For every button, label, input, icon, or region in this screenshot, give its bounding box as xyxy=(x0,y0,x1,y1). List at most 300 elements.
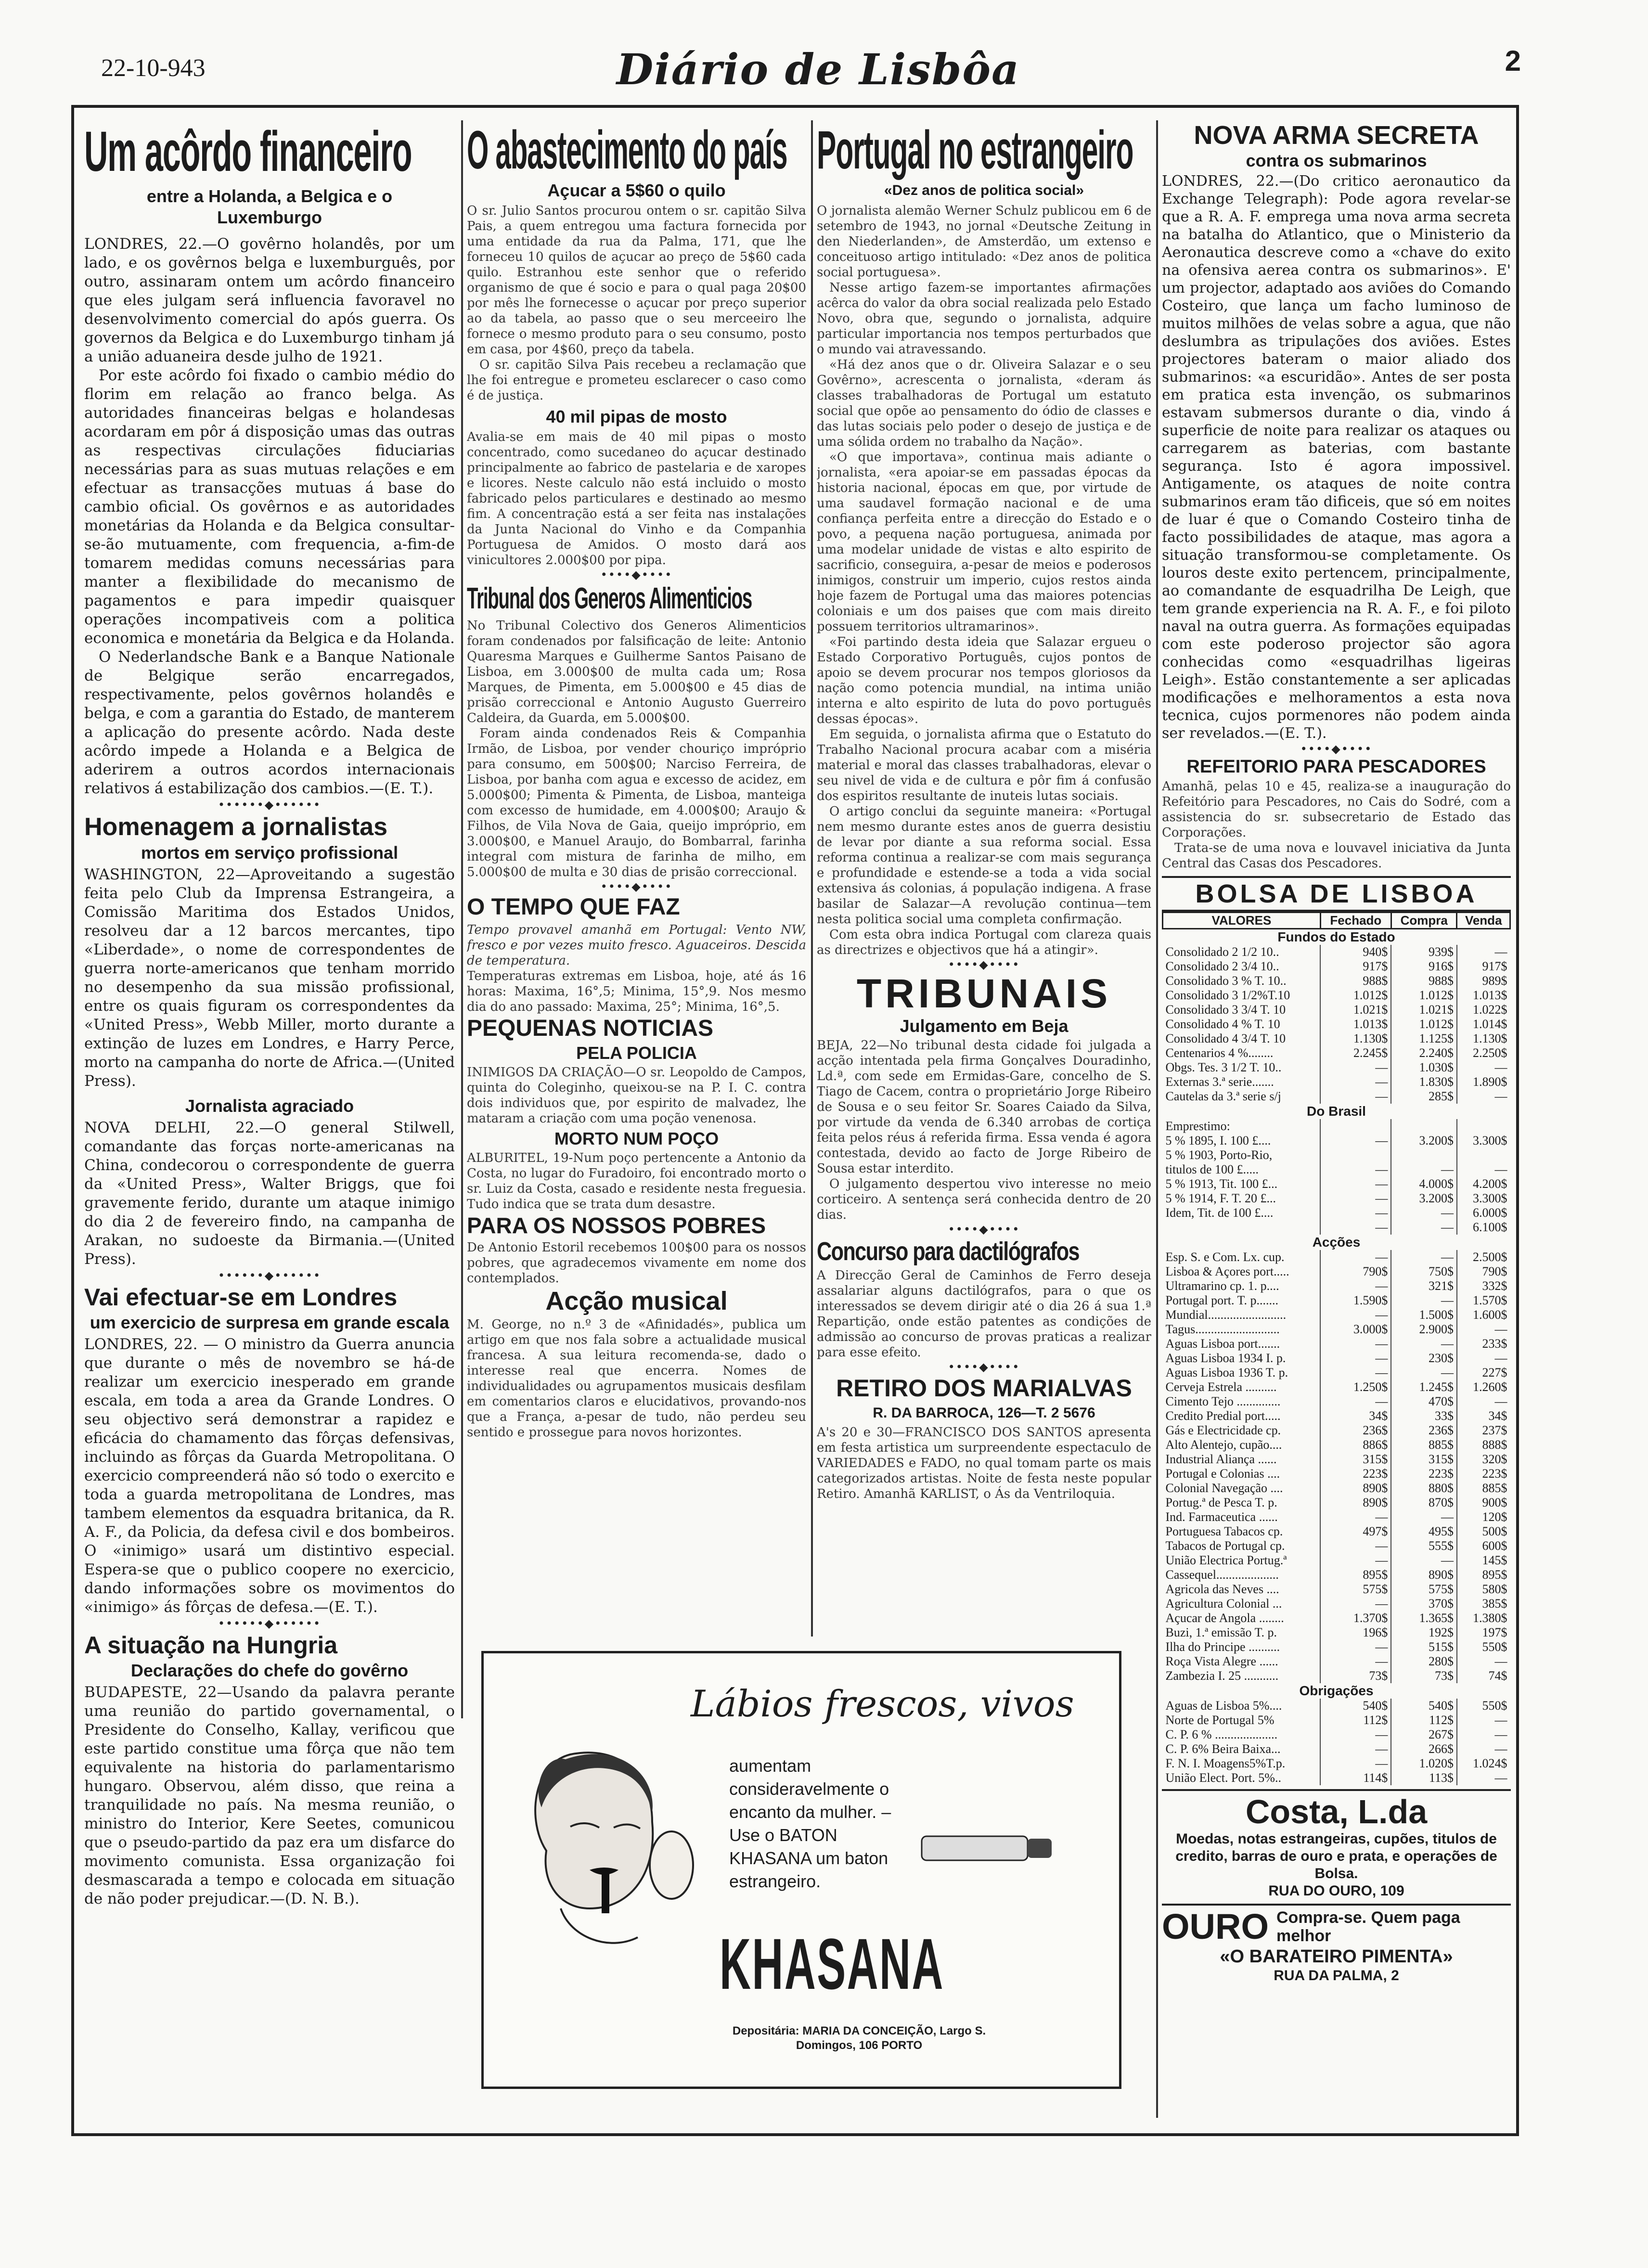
table-row xyxy=(1163,1104,1510,1119)
bolsa-price: — xyxy=(1320,1553,1391,1568)
article-text: LONDRES, 22. — O ministro da Guerra anuncia que durante o mês de novembro se há-de realizar um exercicio inesperado em grande escala, em toda a area da Grande Londres. O seu objectivo será demonstrar a rapidez e eficácia do chamamento das fôrças defensivas, incluindo as fôrças da Guarda Metropolitana. O exercicio compreenderá não só todo o exercito e toda a guarda metropolitana de Londres, mas tambem elementos da esquadra britanica, da R. A. F., da Policia, da defesa civil e dos bombeiros. O «inimigo» usará um distintivo especial. Espera-se que o publico coopere no exercicio, dando informações sobre os movimentos do «inimigo» ás fôrças de defesa.—(E. T.). xyxy=(84,1336,455,1616)
bolsa-price: 1.260$ xyxy=(1457,1380,1510,1394)
bolsa-price: 4.200$ xyxy=(1457,1177,1510,1191)
table-row xyxy=(1163,1423,1510,1438)
separator: ••••◆•••• xyxy=(600,568,673,581)
bolsa-security-name: Esp. S. e Com. Lx. cup. xyxy=(1165,1250,1285,1264)
headline: PARA OS NOSSOS POBRES xyxy=(467,1213,766,1238)
subheadline: Declarações do chefe do govêrno xyxy=(130,1661,409,1680)
bolsa-price: 227$ xyxy=(1457,1366,1510,1380)
bolsa-column-header: Fechado xyxy=(1320,913,1391,929)
bolsa-price: 2.240$ xyxy=(1391,1046,1457,1060)
bolsa-price: 580$ xyxy=(1457,1582,1510,1597)
ad-script-headline: Lábios frescos, vivos xyxy=(691,1682,1074,1725)
bolsa-price: 885$ xyxy=(1457,1481,1510,1495)
bolsa-price: 3.000$ xyxy=(1320,1322,1391,1337)
table-row xyxy=(1163,1162,1510,1177)
headline: Tribunal dos Generos Alimenticios xyxy=(467,582,752,615)
article-text: Em seguida, o jornalista afirma que o Estatuto do Trabalho Nacional procura acabar com a miséria material e moral das classes trabalhadoras, elevar o seu nivel de vida e de cultura e pôr fim á confusão dos espiritos resultante de inuteis lutas sociais. xyxy=(817,727,1151,803)
article-text: «Há dez anos que o dr. Oliveira Salazar e o seu Govêrno», acrescenta o jornalista, «deram ás classes trabalhadoras de Portugal um estatuto social que opõe ao pensamento do ódio de classes e das lutas sociais pelo poder o desejo de justiça e de uma sólida ordem no trabalho da Nação». xyxy=(817,358,1151,449)
article-text: O jornalista alemão Werner Schulz publicou em 6 de setembro de 1943, no jornal «Deutsche Zeitung in den Niederlanden», de Amsterdão, um extenso e conceituoso artigo intitulado: «Dez anos de politica social portuguesa». xyxy=(817,204,1151,280)
bolsa-security-name: Tagus........................... xyxy=(1165,1322,1280,1336)
bolsa-price: 575$ xyxy=(1320,1582,1391,1597)
bolsa-security-name: Cassequel.................... xyxy=(1165,1568,1279,1582)
bolsa-price: 315$ xyxy=(1391,1452,1457,1467)
bolsa-price: — xyxy=(1457,1322,1510,1337)
bolsa-security-name: 5 % 1914, F. T. 20 £... xyxy=(1165,1191,1276,1205)
subheadline: Jornalista agraciado xyxy=(185,1096,354,1116)
bolsa-price: — xyxy=(1391,1510,1457,1524)
ouro-address: RUA DA PALMA, 2 xyxy=(1274,1968,1399,1984)
bolsa-price: — xyxy=(1391,1293,1457,1308)
costa-title: Costa, L.da xyxy=(1245,1793,1428,1830)
headline: O abastecimento do país xyxy=(467,120,787,180)
bolsa-price: 790$ xyxy=(1320,1264,1391,1279)
bolsa-price: 988$ xyxy=(1391,974,1457,988)
table-row xyxy=(1163,1524,1510,1539)
costa-text: Moedas, notas estrangeiras, cupões, titulos de credito, barras de ouro e prata, e operações de Bolsa. xyxy=(1175,1831,1497,1881)
bolsa-price: — xyxy=(1320,1206,1391,1220)
issue-date: 22-10-943 xyxy=(101,54,206,82)
article-text: Com esta obra indica Portugal com clareza quais as directrizes e objectivos que há a atingir». xyxy=(817,928,1151,957)
bolsa-price: 989$ xyxy=(1457,974,1510,988)
lipstick-icon xyxy=(917,1827,1061,1870)
bolsa-price: — xyxy=(1457,945,1510,959)
bolsa-security-name: Ultramarino cp. 1. p.... xyxy=(1165,1279,1279,1293)
bolsa-price xyxy=(1391,1148,1457,1162)
bolsa-price: — xyxy=(1391,1162,1457,1177)
newspaper-title: Diário de Lisbôa xyxy=(616,44,1020,94)
table-row xyxy=(1163,1553,1510,1568)
bolsa-security-name: 5 % 1913, Tit. 100 £... xyxy=(1165,1177,1278,1191)
bolsa-security-name: Centenarios 4 %........ xyxy=(1165,1046,1274,1060)
bolsa-price: 321$ xyxy=(1391,1279,1457,1293)
bolsa-column-header: Venda xyxy=(1457,913,1510,929)
bolsa-price: 233$ xyxy=(1457,1337,1510,1351)
table-row xyxy=(1163,929,1510,945)
table-row xyxy=(1163,1756,1510,1771)
headline: Um acôrdo financeiro xyxy=(84,120,412,183)
weather-forecast: Tempo provavel amanhã em Portugal: Vento NW, fresco e por vezes muito fresco. Aguaceiros. Descida de temperatura. xyxy=(467,923,806,968)
ad-distributor: Depositária: MARIA DA CONCEIÇÃO, Largo S. Domingos, 106 PORTO xyxy=(732,2024,986,2052)
table-row xyxy=(1163,945,1510,959)
bolsa-price: 870$ xyxy=(1391,1495,1457,1510)
bolsa-security-name: Obrigações xyxy=(1299,1683,1374,1698)
table-row xyxy=(1163,1683,1510,1699)
bolsa-price: 497$ xyxy=(1320,1524,1391,1539)
bolsa-price: 1.012$ xyxy=(1391,1017,1457,1031)
bolsa-security-name: Acções xyxy=(1312,1235,1361,1250)
ad-brand: KHASANA xyxy=(720,1923,944,2004)
bolsa-price: — xyxy=(1457,1771,1510,1785)
table-row xyxy=(1163,1264,1510,1279)
table-row xyxy=(1163,1134,1510,1148)
bolsa-price: 1.570$ xyxy=(1457,1293,1510,1308)
article-text: De Antonio Estoril recebemos 100$00 para os nossos pobres, que agradecemos vivamente em nome dos contemplados. xyxy=(467,1240,806,1286)
article-text: BUDAPESTE, 22—Usando da palavra perante uma reunião do partido governamental, o Presidente do Conselho, Kallay, verificou que este partido constitue uma fôrça que não tem equivalente na historia do parlamentarismo hungaro. Observou, além disso, que reina a tranquilidade no país. Na mesma reunião, o ministro do Interior, Kere Seetes, comunicou que o pseudo-partido da paz era um disfarce do movimento comunista. Essa organização foi desmascarada a tempo e colocada em situação de não poder prejudicar.—(D. N. B.). xyxy=(84,1684,455,1907)
table-row xyxy=(1163,1322,1510,1337)
bolsa-security-name: Consolidado 3 1/2%T.10 xyxy=(1165,988,1290,1002)
bolsa-column-header: Compra xyxy=(1391,913,1457,929)
bolsa-price xyxy=(1457,1148,1510,1162)
ouro-big: OURO xyxy=(1162,1907,1269,1946)
bolsa-price xyxy=(1457,1119,1510,1134)
bolsa-price: 120$ xyxy=(1457,1510,1510,1524)
separator: ••••◆•••• xyxy=(600,880,673,893)
bolsa-price: 1.130$ xyxy=(1457,1031,1510,1046)
bolsa-price: — xyxy=(1320,1177,1391,1191)
bolsa-price: 197$ xyxy=(1457,1625,1510,1640)
table-row xyxy=(1163,1031,1510,1046)
bolsa-price: — xyxy=(1457,1162,1510,1177)
bolsa-price: — xyxy=(1320,1756,1391,1771)
bolsa-price: 6.000$ xyxy=(1457,1206,1510,1220)
bolsa-price: 540$ xyxy=(1320,1699,1391,1713)
table-row xyxy=(1163,1003,1510,1017)
bolsa-price: 223$ xyxy=(1320,1467,1391,1481)
bolsa-price: 113$ xyxy=(1391,1771,1457,1785)
table-row xyxy=(1163,1727,1510,1742)
article-text: O artigo conclui da seguinte maneira: «Portugal nem mesmo durante estes anos de guerra desistiu de levar por diante a sua reforma social. Essa reforma continua a realizar-se com mais segurança e profundidade e estende-se a toda a vida social extensiva ás colonias, á população indigena. A frase basilar de Salazar—A revolução continua—tem nesta politica social uma completa confirmação. xyxy=(817,804,1151,927)
separator: ••••◆•••• xyxy=(948,958,1020,971)
bolsa-price: 550$ xyxy=(1457,1640,1510,1654)
bolsa-price: 900$ xyxy=(1457,1495,1510,1510)
bolsa-price: 940$ xyxy=(1320,945,1391,959)
bolsa-price: 3.200$ xyxy=(1391,1134,1457,1148)
bolsa-price: 988$ xyxy=(1320,974,1391,988)
bolsa-price: 917$ xyxy=(1320,959,1391,974)
bolsa-price: 4.000$ xyxy=(1391,1177,1457,1191)
separator: ••••••◆•••••• xyxy=(218,1617,322,1630)
bolsa-price: 73$ xyxy=(1391,1669,1457,1683)
bolsa-price: 888$ xyxy=(1457,1438,1510,1452)
bolsa-price: — xyxy=(1320,1394,1391,1409)
table-row xyxy=(1163,1669,1510,1683)
bolsa-price: 550$ xyxy=(1457,1699,1510,1713)
bolsa-price: 1.600$ xyxy=(1457,1308,1510,1322)
article-text: NOVA DELHI, 22.—O general Stilwell, comandante das forças norte-americanas na China, condecorou o correspondente de guerra da «United Press», Walter Briggs, que foi gravemente ferido, durante um ataque inimigo do dia 2 de fevereiro findo, na campanha de Arakan, no sudoeste da Birmania.—(United Press). xyxy=(84,1119,455,1268)
table-row xyxy=(1163,1510,1510,1524)
bolsa-price: 385$ xyxy=(1457,1597,1510,1611)
headline: RETIRO DOS MARIALVAS xyxy=(836,1375,1132,1402)
table-row xyxy=(1163,1308,1510,1322)
table-row xyxy=(1163,1467,1510,1481)
stock-table xyxy=(1162,912,1511,1785)
bolsa-price: — xyxy=(1457,1351,1510,1366)
table-row xyxy=(1163,1438,1510,1452)
separator: ••••◆•••• xyxy=(948,1360,1020,1374)
table-row xyxy=(1163,1640,1510,1654)
bolsa-security-name: Credito Predial port..... xyxy=(1165,1409,1281,1423)
masthead xyxy=(72,44,1521,97)
article-text: M. George, no n.º 3 de «Afinidadés», publica um artigo em que nos fala sobre a actualidade musical francesa. A sua leitura recomenda-se, dado o interesse real que encerra. Nomes de individualidades ou agrupamentos musicais desfilam em comentarios claros e elucidativos, provando-nos que a França, a-pesar de tudo, não perdeu seu sentido e prossegue para novos horizontes. xyxy=(467,1317,806,1440)
bolsa-price: 1.380$ xyxy=(1457,1611,1510,1625)
separator: ••••••◆•••••• xyxy=(218,798,322,812)
bolsa-security-name: Gás e Electricidade cp. xyxy=(1165,1423,1281,1437)
bolsa-price: 1.245$ xyxy=(1391,1380,1457,1394)
bolsa-price: 320$ xyxy=(1457,1452,1510,1467)
bolsa-price: — xyxy=(1320,1654,1391,1669)
table-row xyxy=(1163,1148,1510,1162)
bolsa-price: — xyxy=(1320,1162,1391,1177)
bolsa-price: 886$ xyxy=(1320,1438,1391,1452)
bolsa-price: 280$ xyxy=(1391,1654,1457,1669)
table-row xyxy=(1163,1742,1510,1756)
bolsa-security-name xyxy=(1163,1220,1321,1235)
bolsa-price xyxy=(1320,1148,1391,1162)
table-row xyxy=(1163,1017,1510,1031)
table-row xyxy=(1163,1568,1510,1582)
bolsa-price: 192$ xyxy=(1391,1625,1457,1640)
column-2 xyxy=(467,120,806,1641)
bolsa-price: 600$ xyxy=(1457,1539,1510,1553)
bolsa-price: 3.300$ xyxy=(1457,1134,1510,1148)
bolsa-security-name: Agricultura Colonial ... xyxy=(1165,1597,1282,1611)
bolsa-security-name: Zambezia I. 25 ........... xyxy=(1165,1669,1279,1683)
table-row xyxy=(1163,1394,1510,1409)
bolsa-title: BOLSA DE LISBOA xyxy=(1162,876,1511,912)
bolsa-price: 114$ xyxy=(1320,1771,1391,1785)
table-row xyxy=(1163,1597,1510,1611)
bolsa-price: — xyxy=(1320,1191,1391,1206)
bolsa-security-name: Ind. Farmaceutica ...... xyxy=(1165,1510,1278,1524)
bolsa-price: 2.500$ xyxy=(1457,1250,1510,1264)
bolsa-security-name: União Electrica Portug.ª xyxy=(1165,1553,1287,1567)
bolsa-price: 370$ xyxy=(1391,1597,1457,1611)
bolsa-security-name: Consolidado 3 % T. 10.. xyxy=(1165,974,1287,988)
table-row xyxy=(1163,1337,1510,1351)
article-text: WASHINGTON, 22—Aproveitando a sugestão feita pelo Club da Imprensa Estrangeira, a Comissão Maritima dos Estados Unidos, resolveu dar a 12 barcos mercantes, tipo «Liberdade», o nome de correspondentes de guerra norte-americanos que tenham morrido no desempenho da sua missão profissional, entre os quais figuram os correspondentes da «United Press», Webb Miller, morto durante a extinção de luzes em Londres, e Harry Perce, morto na campanha do norte de Africa.—(United Press). xyxy=(84,866,455,1090)
bolsa-price: — xyxy=(1457,1089,1510,1104)
bolsa-price: — xyxy=(1320,1727,1391,1742)
subheadline: mortos em serviço profissional xyxy=(141,843,399,863)
table-row xyxy=(1163,988,1510,1003)
headline: NOVA ARMA SECRETA xyxy=(1194,121,1479,150)
bolsa-security-name: Industrial Aliança ...... xyxy=(1165,1452,1277,1466)
column-3 xyxy=(817,120,1151,1559)
table-row xyxy=(1163,1191,1510,1206)
bolsa-security-name: Emprestimo: xyxy=(1165,1119,1230,1133)
subheadline: MORTO NUM POÇO xyxy=(554,1129,719,1148)
bolsa-price: — xyxy=(1320,1220,1391,1235)
table-row xyxy=(1163,1713,1510,1727)
khasana-advertisement xyxy=(481,1651,1121,2089)
bolsa-price: 315$ xyxy=(1320,1452,1391,1467)
woman-illustration xyxy=(513,1726,715,1976)
table-row xyxy=(1163,1060,1510,1075)
bolsa-price: 1.013$ xyxy=(1457,988,1510,1003)
bolsa-price: — xyxy=(1320,1308,1391,1322)
bolsa-price: 895$ xyxy=(1320,1568,1391,1582)
bolsa-price: 74$ xyxy=(1457,1669,1510,1683)
bolsa-price: 2.900$ xyxy=(1391,1322,1457,1337)
headline: Vai efectuar-se em Londres xyxy=(84,1284,398,1311)
bolsa-price: 1.830$ xyxy=(1391,1075,1457,1089)
bolsa-price: 1.022$ xyxy=(1457,1003,1510,1017)
bolsa-security-name: 5 % 1903, Porto-Rio, xyxy=(1165,1148,1273,1162)
table-row xyxy=(1163,1293,1510,1308)
article-text: No Tribunal Colectivo dos Generos Alimenticios foram condenados por falsificação de leite: Antonio Quaresma Marques e Guilherme Santos Paisano de Lisboa, em 3.000$00 de multa cada um; Rosa Marques, de Pimenta, em 5.000$00 e 45 dias de prisão correccional e Antonio Augusto Guerreiro Caldeira, da Guarda, em 5.000$00. xyxy=(467,619,806,725)
bolsa-price: 500$ xyxy=(1457,1524,1510,1539)
bolsa-price: — xyxy=(1320,1742,1391,1756)
ouro-text: Compra-se. Quem paga melhor xyxy=(1276,1908,1460,1945)
bolsa-security-name: Norte de Portugal 5% xyxy=(1165,1713,1275,1727)
bolsa-price xyxy=(1320,1119,1391,1134)
bolsa-price: — xyxy=(1457,1742,1510,1756)
bolsa-price: — xyxy=(1320,1539,1391,1553)
table-row xyxy=(1163,1654,1510,1669)
table-row xyxy=(1163,1075,1510,1089)
bolsa-price: 1.021$ xyxy=(1320,1003,1391,1017)
bolsa-security-name: Aguas Lisboa 1934 I. p. xyxy=(1165,1351,1286,1365)
bolsa-security-name: Aguas Lisboa port....... xyxy=(1165,1337,1280,1351)
article-text: INIMIGOS DA CRIAÇÃO—O sr. Leopoldo de Campos, quinta do Coleginho, queixou-se na P. I. C. contra dois individuos que, por espirito de malvadez, lhe mataram a criação com uma poção venenosa. xyxy=(467,1065,806,1126)
bolsa-price: — xyxy=(1391,1250,1457,1264)
headline: TRIBUNAIS xyxy=(856,971,1112,1016)
table-row xyxy=(1163,1250,1510,1264)
bolsa-price: — xyxy=(1320,1134,1391,1148)
headline: O TEMPO QUE FAZ xyxy=(467,894,680,920)
article-text: O sr. capitão Silva Pais recebeu a reclamação que lhe foi entregue e prometeu esclarecer o caso como é de justiça. xyxy=(467,358,806,403)
article-text: ALBURITEL, 19-Num poço pertencente a Antonio da Costa, no lugar do Furadoiro, foi encontrado morto o sr. Luiz da Costa, casado e residente nesta freguesia. Tudo indica que se trata dum desastre. xyxy=(467,1151,806,1211)
weather-temperatures: Temperaturas extremas em Lisboa, hoje, até ás 16 horas: Maxima, 16°,5; Minima, 15°,9. Nos mesmo dia do ano passado: Maxima, 25°; Minima, 16°,5. xyxy=(467,969,806,1014)
costa-ad xyxy=(1162,1789,1511,1900)
column-rule xyxy=(811,120,813,1637)
bolsa-security-name: Açucar de Angola ........ xyxy=(1165,1611,1284,1625)
table-row xyxy=(1163,1366,1510,1380)
subheadline: R. DA BARROCA, 126—T. 2 5676 xyxy=(873,1405,1095,1421)
bolsa-price: — xyxy=(1320,1250,1391,1264)
ouro-name: «O BARATEIRO PIMENTA» xyxy=(1220,1946,1453,1967)
bolsa-price: 34$ xyxy=(1457,1409,1510,1423)
bolsa-security-name: Consolidado 3 3/4 T. 10 xyxy=(1165,1003,1286,1017)
bolsa-price: 112$ xyxy=(1320,1713,1391,1727)
article-text: A Direcção Geral de Caminhos de Ferro deseja assalariar alguns dactilógrafos, para o que os interessados se devem dirigir até o dia 26 á sua 1.ª Repartição, onde estão patentes as condições de admissão ao concurso de provas praticas a realizar para esse efeito. xyxy=(817,1268,1151,1360)
table-row xyxy=(1163,1089,1510,1104)
bolsa-security-name: Mundial......................... xyxy=(1165,1308,1287,1322)
bolsa-price: 285$ xyxy=(1391,1089,1457,1104)
bolsa-price: 495$ xyxy=(1391,1524,1457,1539)
table-row xyxy=(1163,1351,1510,1366)
bolsa-security-name: Agricola das Neves .... xyxy=(1165,1582,1279,1596)
article-text: LONDRES, 22.—O govêrno holandês, por um lado, e os govêrnos belga e luxemburguês, por outro, assinaram ontem um acôrdo financeiro que eles julgam será influencia favoravel no desenvolvimento comercial do após guerra. Os governos da Belgica e do Luxemburgo tinham já a união aduaneira desde julho de 1921. xyxy=(84,235,455,365)
table-row xyxy=(1163,1495,1510,1510)
bolsa-security-name: Portugal port. T. p....... xyxy=(1165,1293,1278,1307)
column-1 xyxy=(84,120,455,2123)
bolsa-price: 916$ xyxy=(1391,959,1457,974)
bolsa-price: — xyxy=(1320,1510,1391,1524)
bolsa-security-name: Consolidado 2 3/4 10.. xyxy=(1165,959,1279,973)
bolsa-security-name: Portuguesa Tabacos cp. xyxy=(1165,1524,1283,1538)
table-row xyxy=(1163,1206,1510,1220)
bolsa-price: — xyxy=(1457,1727,1510,1742)
bolsa-security-name: C. P. 6% Beira Baixa... xyxy=(1165,1742,1281,1756)
subheadline: entre a Holanda, a Belgica e o Luxemburgo xyxy=(146,186,393,227)
article-text: O Nederlandsche Bank e a Banque Nationale de Belgique serão encarregados, respectivamente, pelos govêrnos holandês e belga, e com a garantia do Estado, de manterem a aplicação do presente acôrdo. Nada deste acôrdo impede a Holanda e a Belgica de aderirem a outros acordos internacionais relativos á estabilização dos cambios.—(E. T.). xyxy=(84,648,455,797)
article-text: «O que importava», continua mais adiante o jornalista, «era apoiar-se em passadas épocas da historia nacional, épocas em que, por virtude de uma saudavel formação nacional e de uma confiança perfeita entre a direcção do Estado e o povo, a pequena nação portuguesa, animada por uma modelar unidade de vistas e alto espirito de sacrificio, conseguira, a-pesar de meios e poderosos inimigos, construir um imperio, cujos restos ainda hoje fazem de Portugal uma das maiores potencias coloniais e um dos paises que com mais direito possuem territorios ultramarinos». xyxy=(817,450,1151,634)
bolsa-price: 196$ xyxy=(1320,1625,1391,1640)
article-text: LONDRES, 22.—(Do critico aeronautico da Exchange Telegraph): Pode agora revelar-se que a R. A. F. emprega uma nova arma secreta na batalha do Atlantico, que o Ministerio da Aeronautica descreve como a «chave do exito na ofensiva aerea contra os submarinos». E' um projector, adaptado aos aviões do Comando Costeiro, que lança um facho luminoso de muitos milhões de velas sobre a agua, que não deslumbra as tripulações dos aviões. Estes projectores bateram o maior aliado dos submarinos: «a escuridão». Antes de ser posta em pratica esta invenção, os submarinos estavam submersos durante o dia, vindo á superficie de noite para realizar os ataques ou carregarem as baterias, com bastante segurança. Isto é agora impossivel. Antigamente, os ataques de noite contra submarinos eram tão dificeis, que só em noites de luar é que o Comando Costeiro tinha de facto possibilidades de ataque, mas agora a situação transformou-se completamente. Os louros deste exito pertencem, principalmente, ao comandante de esquadrilha De Leigh, que tem grande experiencia na R. A. F., e foi piloto naval na outra guerra. As formações equipadas com este poderoso projector são agora conhecidas como «esquadrilhas ligeiras Leigh». Estão constantemente a ser aplicadas modificações e melhoramentos a esta nova tecnica, cujos pormenores não podem ainda ser revelados.—(E. T.). xyxy=(1162,173,1511,742)
bolsa-security-name: Do Brasil xyxy=(1307,1104,1366,1119)
bolsa-security-name: Cerveja Estrela .......... xyxy=(1165,1380,1277,1394)
bolsa-price: 890$ xyxy=(1391,1568,1457,1582)
table-row xyxy=(1163,1235,1510,1250)
table-row xyxy=(1163,1380,1510,1394)
bolsa-price: — xyxy=(1391,1206,1457,1220)
table-row xyxy=(1163,1611,1510,1625)
bolsa-price: — xyxy=(1391,1366,1457,1380)
bolsa-price: — xyxy=(1457,1713,1510,1727)
column-4 xyxy=(1162,120,1511,2123)
bolsa-price: 223$ xyxy=(1457,1467,1510,1481)
separator: ••••••◆•••••• xyxy=(218,1269,322,1282)
article-text: O julgamento despertou vivo interesse no meio corticeiro. A sentença será conhecida dentro de 20 dias. xyxy=(817,1177,1151,1222)
article-text: Foram ainda condenados Reis & Companhia Irmão, de Lisboa, por vender chouriço impróprio para consumo, em 500$00; Narciso Ferreira, de Lisboa, por banha com agua e excesso de acidez, em 5.000$00; Pimenta & Pimenta, de Lisboa, manteiga com excesso de humidade, em 4.000$00; Araujo & Filhos, de Vila Nova de Gaia, queijo impróprio, em 3.000$00, e Manuel Araujo, do Bombarral, farinha integral com mistura de farinha de milho, em 5.000$00 de multa e 30 dias de prisão correccional. xyxy=(467,726,806,879)
bolsa-price: 515$ xyxy=(1391,1640,1457,1654)
bolsa-price: 6.100$ xyxy=(1457,1220,1510,1235)
bolsa-price: 73$ xyxy=(1320,1669,1391,1683)
bolsa-security-name: Portug.ª de Pesca T. p. xyxy=(1165,1495,1277,1509)
article-text: Por este acôrdo foi fixado o cambio médio do florim em relação ao franco belga. As autoridades financeiras belgas e holandesas acordaram em pôr á disposição umas das outras as respectivas circulações fiduciarias necessárias para as suas mutuas relações e em efectuar as transacções mutuas á base do cambio oficial. Os govêrnos e as autoridades monetárias da Holanda e da Belgica consultar-se-ão mutuamente, com frequencia, a-fim-de tomarem medidas comuns necessárias para manter a flexibilidade do mecanismo de pagamentos e para impedir quaisquer operações incompativeis com a politica economica e monetária da Belgica e da Holanda. xyxy=(84,367,455,647)
bolsa-price: 540$ xyxy=(1391,1699,1457,1713)
article-text: «Foi partindo desta ideia que Salazar ergueu o Estado Corporativo Português, cujos pontos de apoio se devem procurar nos tempos gloriosos da nação como potencia mundial, na intima união interna e alto espirito de luta do povo português dessas épocas». xyxy=(817,635,1151,726)
bolsa-price: 1.130$ xyxy=(1320,1031,1391,1046)
table-row xyxy=(1163,1539,1510,1553)
bolsa-price: 880$ xyxy=(1391,1481,1457,1495)
bolsa-price: — xyxy=(1391,1337,1457,1351)
table-row xyxy=(1163,1119,1510,1134)
bolsa-price: 33$ xyxy=(1391,1409,1457,1423)
bolsa-price: 2.250$ xyxy=(1457,1046,1510,1060)
bolsa-price: 1.030$ xyxy=(1391,1060,1457,1075)
column-rule xyxy=(461,120,463,1718)
bolsa-price: 1.020$ xyxy=(1391,1756,1457,1771)
bolsa-price: 236$ xyxy=(1391,1423,1457,1438)
table-row xyxy=(1163,974,1510,988)
bolsa-price: 1.125$ xyxy=(1391,1031,1457,1046)
bolsa-price: — xyxy=(1320,1075,1391,1089)
bolsa-security-name: Consolidado 2 1/2 10.. xyxy=(1165,945,1279,959)
bolsa-price: 555$ xyxy=(1391,1539,1457,1553)
bolsa-price: 267$ xyxy=(1391,1727,1457,1742)
bolsa-security-name: F. N. I. Moagens5%T.p. xyxy=(1165,1756,1286,1770)
bolsa-price: — xyxy=(1457,1060,1510,1075)
bolsa-price: 332$ xyxy=(1457,1279,1510,1293)
bolsa-price: 266$ xyxy=(1391,1742,1457,1756)
bolsa-security-name: Colonial Navegação .... xyxy=(1165,1481,1283,1495)
table-row xyxy=(1163,959,1510,974)
bolsa-price: 1.021$ xyxy=(1391,1003,1457,1017)
article-text: Avalia-se em mais de 40 mil pipas o mosto concentrado, como sucedaneo do açucar destinado principalmente ao fabrico de pastelaria e de xaropes e licores. Neste calculo não está incluido o mosto fabricado pelos particulares e destinado ao mesmo fim. A concentração está a ser feita nas instalações da Junta Nacional do Vinho e da Companhia Portuguesa de Amidos. O mosto dará aos vinicultores 2.000$00 por pipa. xyxy=(467,430,806,567)
bolsa-price: 1.012$ xyxy=(1391,988,1457,1003)
bolsa-price: — xyxy=(1391,1553,1457,1568)
bolsa-price: 890$ xyxy=(1320,1481,1391,1495)
bolsa-price: — xyxy=(1457,1654,1510,1669)
ouro-ad xyxy=(1162,1904,1511,1984)
bolsa-price: 223$ xyxy=(1391,1467,1457,1481)
headline: PEQUENAS NOTICIAS xyxy=(467,1016,714,1041)
bolsa-price: 1.500$ xyxy=(1391,1308,1457,1322)
separator: ••••◆•••• xyxy=(1300,742,1373,756)
bolsa-security-name: Aguas Lisboa 1936 T. p. xyxy=(1165,1366,1288,1379)
headline: A situação na Hungria xyxy=(84,1632,338,1659)
article-text: Amanhã, pelas 10 e 45, realiza-se a inauguração do Refeitório para Pescadores, no Cais do Sodré, com a assistencia do sr. subsecretario de Estado das Corporações. xyxy=(1162,779,1511,840)
bolsa-price: 1.024$ xyxy=(1457,1756,1510,1771)
bolsa-security-name: União Elect. Port. 5%.. xyxy=(1165,1771,1281,1785)
article-text: Trata-se de uma nova e louvavel iniciativa da Junta Central das Casas dos Pescadores. xyxy=(1162,841,1511,871)
bolsa-price: 3.200$ xyxy=(1391,1191,1457,1206)
subheadline: um exercicio de surpresa em grande escala xyxy=(90,1313,450,1332)
